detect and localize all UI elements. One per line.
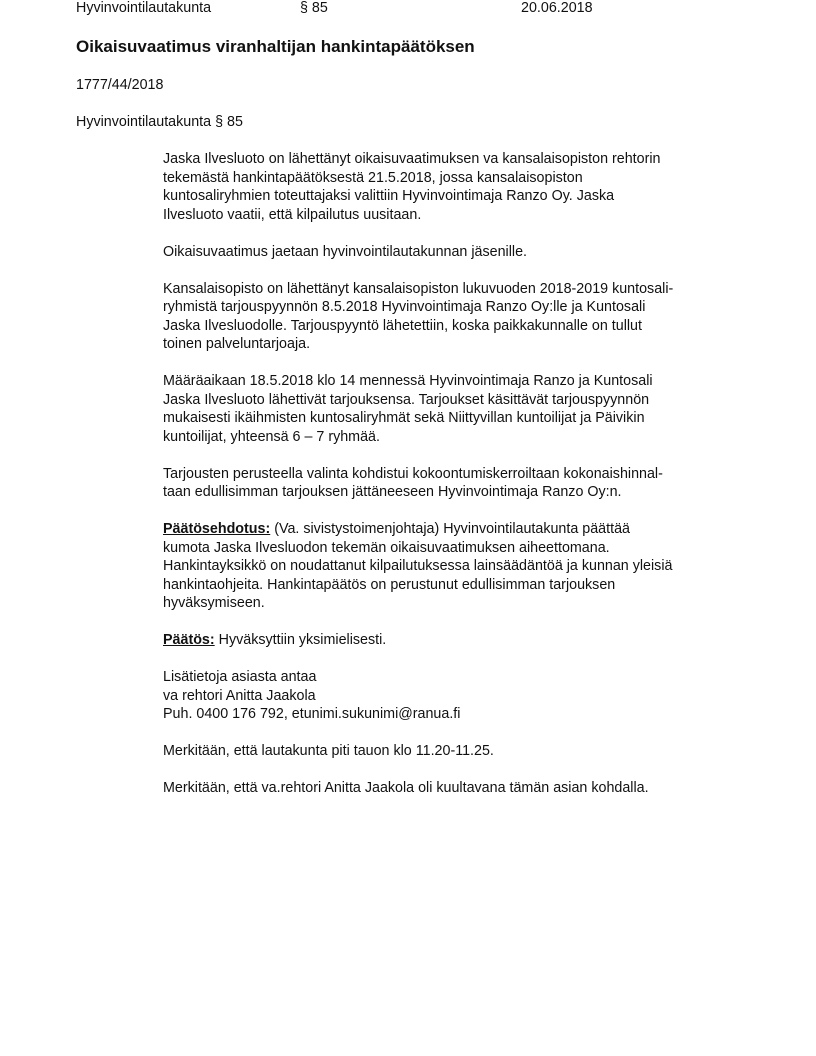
- text-line: Jaska Ilvesluoto lähettivät tarjouksensa. Tarjoukset käsittävät tarjouspyynnön: [163, 391, 650, 408]
- contact-phone-email: Puh. 0400 176 792, etunimi.sukunimi@ranua.fi: [163, 706, 461, 722]
- body-paragraph: [163, 372, 763, 446]
- text-line: Ilvesluoto vaatii, että kilpailutus uusitaan.: [163, 206, 422, 223]
- text-line: Lisätietoja asiasta antaa: [163, 669, 317, 685]
- text-line: Merkitään, että va.rehtori Anitta Jaakola oli kuultavana tämän asian kohdalla.: [163, 780, 649, 796]
- text-line: Jaska Ilvesluodolle. Tarjouspyyntö lähetettiin, koska paikkakunnalle on tullut: [163, 317, 642, 334]
- text-line: hyväksymiseen.: [163, 595, 265, 611]
- text-line: Tarjousten perusteella valinta kohdistui kokoontumiskerroiltaan kokonaishinnal-: [163, 465, 663, 482]
- text-line: Hankintayksikkö on noudattanut kilpailutuksessa lainsäädäntöä ja kunnan yleisiä: [163, 558, 673, 574]
- header-board: Hyvinvointilautakunta: [76, 0, 212, 16]
- text-line: Määräaikaan 18.5.2018 klo 14 mennessä Hyvinvointimaja Ranzo ja Kuntosali: [163, 373, 653, 389]
- text-line: Jaska Ilvesluoto on lähettänyt oikaisuvaatimuksen va kansalaisopiston rehtorin: [163, 151, 661, 167]
- text-line: kuntosaliryhmien toteuttajaksi valittiin Hyvinvointimaja Ranzo Oy. Jaska: [163, 188, 615, 204]
- body-paragraph: [163, 243, 763, 262]
- text-line: taan edullisimman tarjouksen jättäneeseen Hyvinvointimaja Ranzo Oy:n.: [163, 484, 622, 500]
- header-section: § 85: [300, 0, 328, 16]
- proposal-paragraph: [163, 520, 763, 613]
- text-line: mukaisesti ikäihmisten kuntosaliryhmät sekä Niittyvillan kuntoilijat ja Päivikin: [163, 410, 645, 426]
- decision-label: Päätös:: [163, 632, 215, 648]
- decision-text: Hyväksyttiin yksimielisesti.: [214, 632, 387, 648]
- document-title: Oikaisuvaatimus viranhaltijan hankintapäätöksen: [76, 37, 475, 56]
- text-line: Oikaisuvaatimus jaetaan hyvinvointilautakunnan jäsenille.: [163, 243, 527, 260]
- text-line: tekemästä hankintapäätöksestä 21.5.2018, jossa kansalaisopiston: [163, 169, 583, 186]
- proposal-label: Päätösehdotus:: [163, 521, 271, 537]
- body-paragraph: [163, 465, 763, 502]
- contact-paragraph: [163, 668, 763, 724]
- board-section: Hyvinvointilautakunta § 85: [76, 114, 243, 130]
- contact-name: va rehtori Anitta Jaakola: [163, 687, 316, 704]
- text-line: toinen palveluntarjoaja.: [163, 336, 311, 352]
- body-paragraph: [163, 280, 763, 354]
- document-body: [163, 150, 763, 816]
- text-line: kuntoilijat, yhteensä 6 – 7 ryhmää.: [163, 428, 380, 445]
- body-paragraph: [163, 150, 763, 224]
- text-line: (Va. sivistystoimenjohtaja) Hyvinvointilautakunta päättää: [270, 521, 630, 537]
- note-paragraph: [163, 742, 763, 761]
- header-date: 20.06.2018: [521, 0, 593, 16]
- text-line: Merkitään, että lautakunta piti tauon klo 11.20-11.25.: [163, 743, 494, 759]
- text-line: Kansalaisopisto on lähettänyt kansalaisopiston lukuvuoden 2018-2019 kuntosali-: [163, 280, 674, 297]
- case-number: 1777/44/2018: [76, 77, 164, 93]
- note-paragraph: [163, 779, 763, 798]
- text-line: ryhmistä tarjouspyynnön 8.5.2018 Hyvinvointimaja Ranzo Oy:lle ja Kuntosali: [163, 299, 646, 315]
- decision-paragraph: [163, 631, 763, 650]
- text-line: kumota Jaska Ilvesluodon tekemän oikaisuvaatimuksen aiheettomana.: [163, 539, 610, 556]
- text-line: hankintaohjeita. Hankintapäätös on perustunut edullisimman tarjouksen: [163, 576, 616, 593]
